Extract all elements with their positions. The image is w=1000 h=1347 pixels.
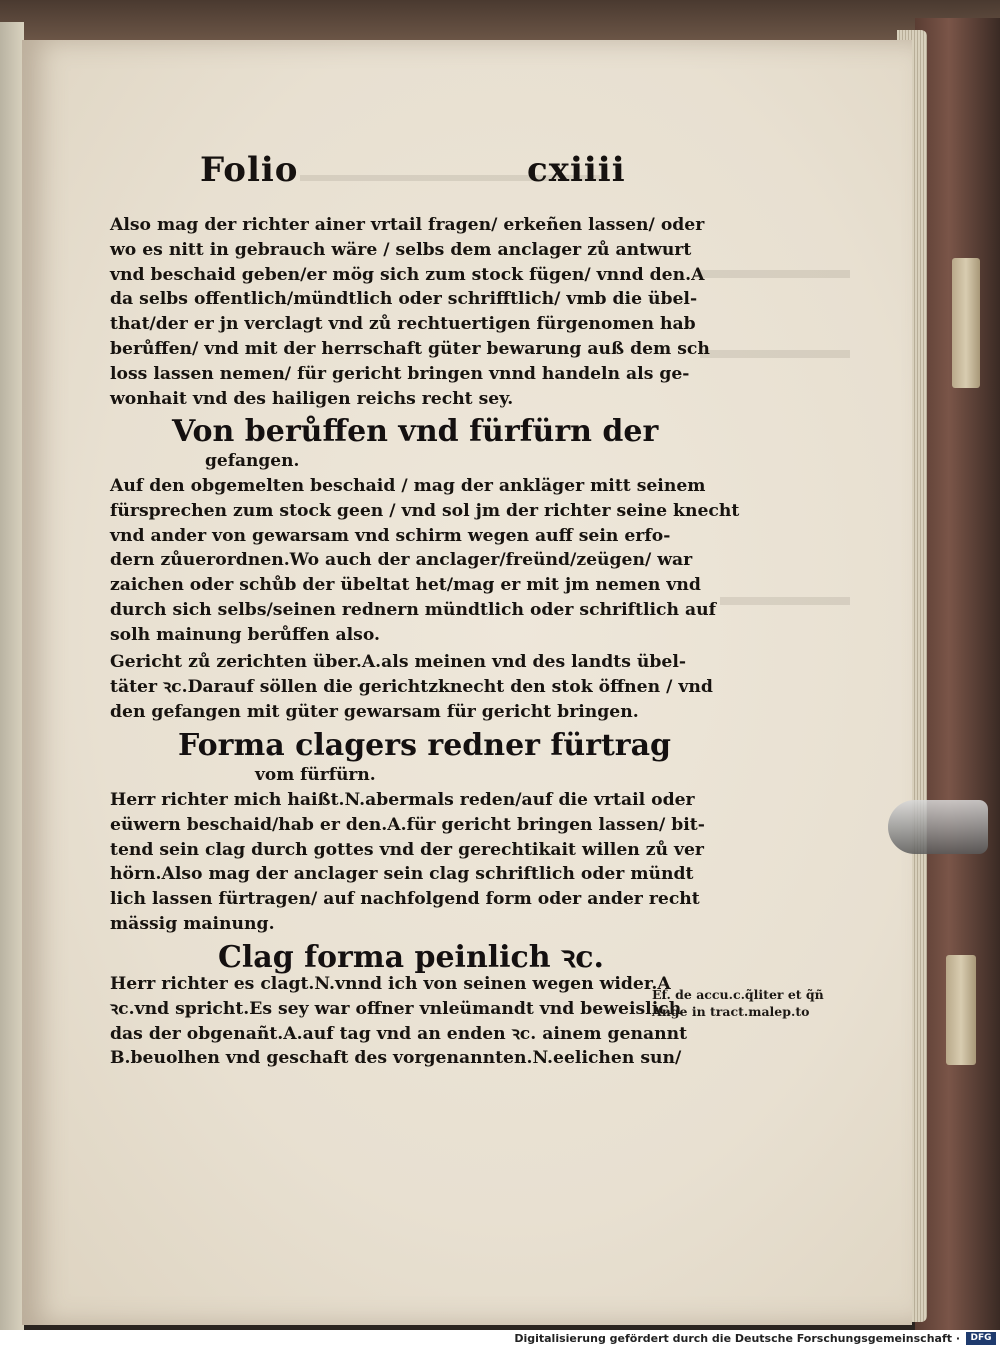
section-heading: Von berůffen vnd fürfürn der	[172, 414, 659, 449]
section-subheading: vom fürfürn.	[255, 765, 376, 785]
paragraph-2	[110, 474, 740, 648]
text-line: eüwern beschaid/hab er den.A.für gericht bringen lassen/ bit-	[110, 814, 705, 835]
text-line: lich lassen fürtragen/ auf nachfolgend form oder ander recht	[110, 889, 700, 910]
dfg-logo: DFG	[966, 1332, 996, 1345]
text-line: tend sein clag durch gottes vnd der gerechtikait willen zů ver	[110, 839, 704, 860]
text-line: das der obgenañt.A.auf tag vnd an enden ꝛc. ainem genannt	[110, 1023, 688, 1044]
text-line: wo es nitt in gebrauch wäre / selbs dem anclager zů antwurt	[110, 239, 692, 260]
section-heading: Clag forma peinlich ꝛc.	[218, 940, 604, 975]
paragraph-1	[110, 213, 710, 411]
text-line: vnd beschaid geben/er mög sich zum stock fügen/ vnnd den.A	[110, 264, 705, 285]
book-top-edge	[0, 0, 1000, 40]
text-line: Herr richter es clagt.N.vnnd ich von seinen wegen wider.A	[110, 974, 671, 994]
folio-label: Folio	[200, 150, 299, 190]
text-line: solh mainung berůffen also.	[110, 624, 381, 645]
text-line: fürsprechen zum stock geen / vnd sol jm der richter seine knecht	[110, 500, 740, 521]
text-line: hörn.Also mag der anclager sein clag schriftlich oder mündt	[110, 864, 694, 885]
text-line: zaichen oder schůb der übeltat het/mag er mit jm nemen vnd	[110, 575, 701, 596]
bleed-through-mark	[700, 350, 850, 358]
bleed-through-mark	[720, 597, 850, 605]
facing-page-edge	[0, 22, 24, 1330]
text-line: täter ꝛc.Darauf söllen die gerichtzknecht den stok öffnen / vnd	[110, 676, 713, 697]
text-line: loss lassen nemen/ für gericht bringen vnnd handeln als ge-	[110, 363, 690, 384]
text-line: Herr richter mich haißt.N.abermals reden/auf die vrtail oder	[110, 790, 695, 810]
text-line: vnd ander von gewarsam vnd schirm wegen auff sein erfo-	[110, 525, 671, 546]
paragraph-4	[110, 788, 705, 937]
text-line: durch sich selbs/seinen rednern mündtlich oder schriftlich auf	[110, 599, 716, 620]
footer-bar	[0, 1330, 1000, 1347]
text-line: Gericht zů zerichten über.A.als meinen vnd des landts übel-	[110, 652, 687, 672]
bookmark-tab	[946, 955, 976, 1065]
text-line: Auf den obgemelten beschaid / mag der ankläger mitt seinem	[110, 476, 706, 496]
folio-number: cxiiii	[527, 150, 626, 190]
text-line: den gefangen mit güter gewarsam für gericht bringen.	[110, 701, 639, 722]
text-line: berůffen/ vnd mit der herrschaft güter bewarung auß dem sch	[110, 338, 710, 359]
text-line: ꝛc.vnd spricht.Es sey war offner vnleümandt vnd beweislich	[110, 998, 682, 1019]
bookmark-tab	[952, 258, 980, 388]
page-clip	[888, 800, 988, 854]
text-line: da selbs offentlich/mündtlich oder schrifftlich/ vmb die übel-	[110, 289, 698, 310]
marginal-note: Ange in tract.malep.to	[652, 1004, 810, 1019]
book-cover-edge	[915, 18, 1000, 1330]
section-heading: Forma clagers redner fürtrag	[178, 728, 672, 763]
text-line: wonhait vnd des hailigen reichs recht sey.	[110, 388, 514, 409]
paragraph-3	[110, 650, 713, 724]
text-line: B.beuolhen vnd geschaft des vorgenannten.N.eelichen sun/	[110, 1048, 682, 1069]
text-line: Also mag der richter ainer vrtail fragen/ erkeñen lassen/ oder	[110, 215, 705, 235]
text-line: that/der er jn verclagt vnd zů rechtuertigen fürgenomen hab	[110, 314, 696, 335]
text-line: mässig mainung.	[110, 913, 275, 934]
paragraph-5	[110, 972, 688, 1071]
funding-credit: Digitalisierung gefördert durch die Deutsche Forschungsgemeinschaft ·	[514, 1332, 960, 1345]
bleed-through-mark	[700, 270, 850, 278]
section-subheading: gefangen.	[205, 451, 300, 471]
text-line: dern zůuerordnen.Wo auch der anclager/freünd/zeügen/ war	[110, 550, 693, 571]
marginal-note: Ef. de accu.c.q̃liter et q̃ñ	[652, 987, 824, 1002]
